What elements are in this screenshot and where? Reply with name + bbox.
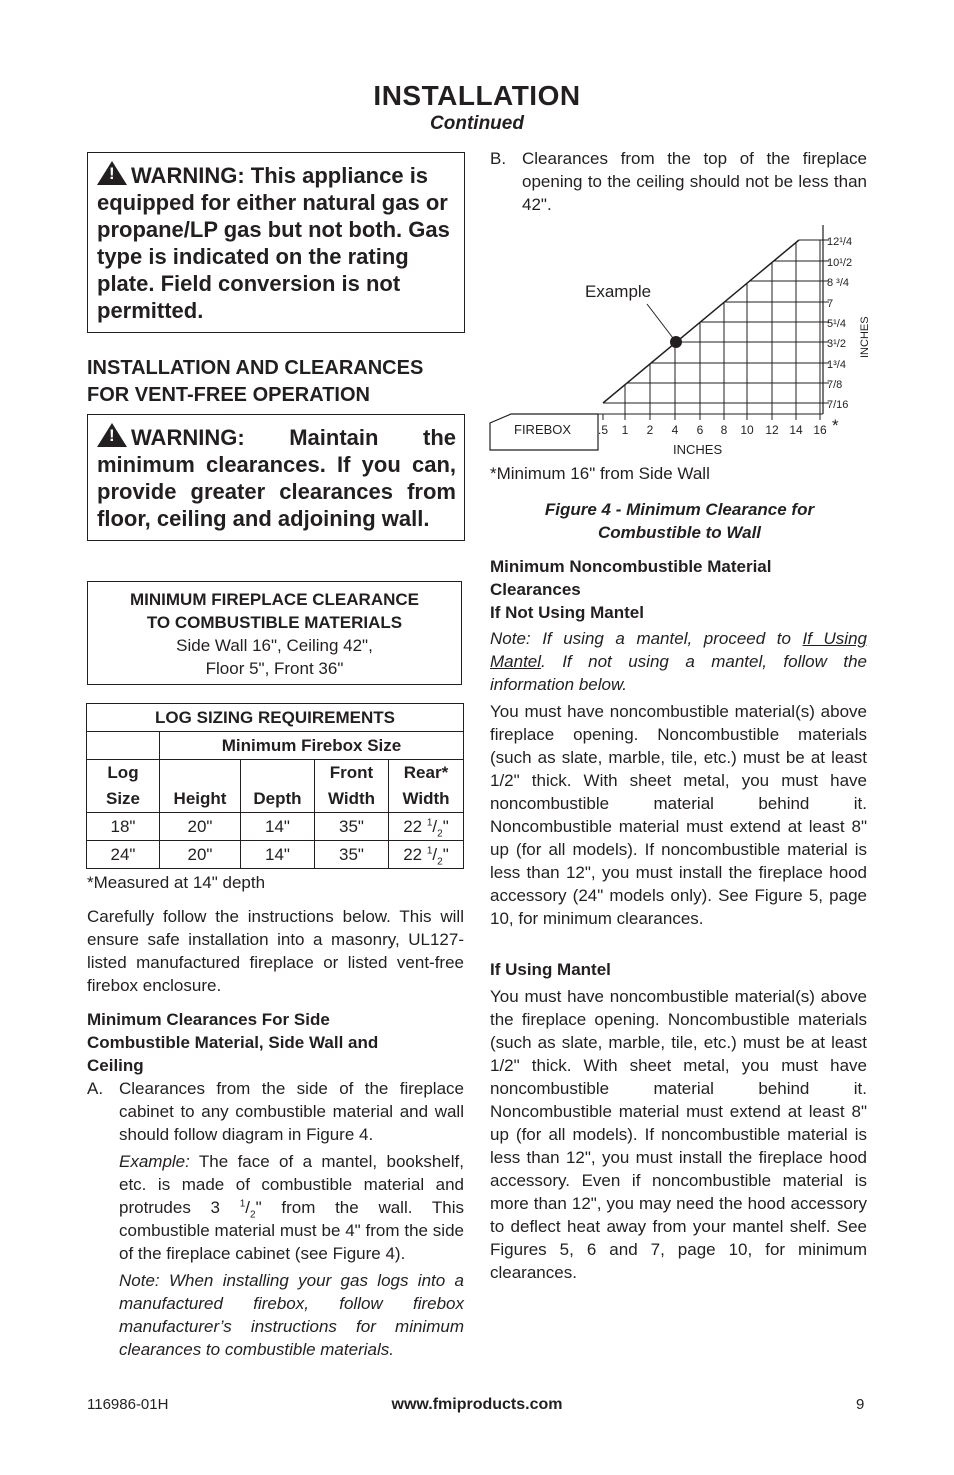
example-text-1: The face of a mantel, bookshelf, etc. is made of combustible material and protrudes 3 — [119, 1152, 464, 1217]
clearance-title-line2: TO COMBUSTIBLE MATERIALS — [146, 613, 403, 632]
item-b-text: Clearances from the top of the fireplace opening to the ceiling should not be less than 42". — [522, 149, 867, 214]
x-tick-label: 10 — [740, 423, 754, 437]
subheading-side-clearances: Minimum Clearances For Side Combustible Material, Side Wall and Ceiling — [87, 1010, 379, 1075]
warning-box-gas-type — [87, 152, 465, 333]
table-cell: 14" — [241, 841, 315, 869]
y-tick-label: 10¹/2 — [827, 257, 853, 269]
clearance-title-line1: MINIMUM FIREPLACE CLEARANCE — [130, 590, 419, 609]
example-point — [670, 336, 682, 348]
table-header: Width — [315, 785, 389, 813]
table-cell: 20" — [160, 813, 241, 841]
website-link[interactable]: www.fmiproducts.com — [391, 1396, 563, 1413]
warning-icon — [97, 161, 127, 185]
firebox-label: FIREBOX — [514, 422, 572, 437]
item-b-label: B. — [490, 149, 507, 168]
example-paragraph: Example: The face of a mantel, bookshelf, etc. is made of combustible material and protrudes 3 $^1/_2$" from the wall. This combustible material must be 4" from the side of the fireplace cabinet (see Figure 4). — [119, 1152, 464, 1263]
y-tick-label: 12¹/4 — [827, 236, 853, 248]
x-tick-label: .5 — [597, 423, 609, 437]
example-label: Example — [585, 282, 652, 301]
table-header: Depth — [241, 785, 315, 813]
subheading-not-using-mantel: If Not Using Mantel — [490, 603, 644, 622]
clearance-values-line2: Floor 5", Front 36" — [205, 659, 344, 678]
x-tick-label: 2 — [646, 423, 654, 437]
page-subtitle: Continued — [430, 113, 524, 134]
figure-caption-line1: Figure 4 - Minimum Clearance for — [544, 500, 815, 519]
example-label: Example: — [119, 1152, 190, 1171]
y-axis-label: INCHES — [859, 316, 871, 358]
x-tick-label: 1 — [621, 423, 629, 437]
table-header: Width — [389, 785, 464, 813]
intro-paragraph: Carefully follow the instructions below. This will ensure safe installation into a masonry, UL127-listed manufactured fireplace or listed vent-free firebox enclosure. — [87, 907, 464, 995]
if-using-mantel-link[interactable]: If Using Mantel — [490, 629, 867, 671]
table-row — [87, 813, 464, 841]
table-cell: 14" — [241, 813, 315, 841]
table-title: LOG SIZING REQUIREMENTS — [87, 704, 464, 732]
y-tick-label: 1³/4 — [827, 359, 846, 371]
table-cell: 22 $^1/_2$" — [389, 841, 464, 869]
table-header: Size — [87, 785, 160, 813]
y-tick-label: 7 — [827, 298, 834, 310]
figure-note: *Minimum 16" from Side Wall — [490, 464, 710, 483]
y-tick-label: 7/16 — [827, 399, 849, 411]
page-title: INSTALLATION — [373, 80, 581, 111]
warning-box-clearances — [87, 414, 465, 541]
table-cell: 18" — [87, 813, 160, 841]
x-tick-label: 12 — [765, 423, 779, 437]
x-tick-label: 16 — [813, 423, 827, 437]
x-tick-label: 6 — [696, 423, 704, 437]
figure-caption-line2: Combustible to Wall — [597, 523, 762, 542]
x-axis-label: INCHES — [673, 442, 723, 457]
clearance-values-line1: Side Wall 16", Ceiling 42", — [176, 636, 373, 655]
table-header: Log — [87, 760, 160, 786]
mantel-note-a: Note: If using a mantel, proceed to — [490, 629, 803, 648]
table-group-header: Minimum Firebox Size — [160, 732, 464, 760]
paragraph-not-using-mantel: You must have noncombustible material(s) above fireplace opening. Noncombustible materials (such as slate, marble, tile, etc.) must be at least 1/2" thick. With sheet metal, you must have noncombustible material behind it. Noncombustible material must extend at least 8" up (for all models). If noncombustible material is less than 12", you must install the fireplace hood accessory (24" models only). See Figure 5, page 10, for minimum clearances. — [490, 702, 867, 928]
mantel-note — [490, 627, 867, 696]
warning-text: WARNING: This appliance is equipped for either natural gas or propane/LP gas but not both. Gas type is indicated on the rating plate. Field conversion is not permitted. — [97, 163, 450, 323]
y-tick-label: 3¹/2 — [827, 338, 846, 350]
warning-text: WARNING: Maintain the minimum clearances. If you can, provide greater clearances from floor, ceiling and adjoining wall. — [97, 425, 456, 531]
table-cell: 22 $^1/_2$" — [389, 813, 464, 841]
example-text-2: " from the wall. This combustible material must be 4" from the side of the fireplace cabinet (see Figure 4). — [119, 1198, 464, 1263]
subheading-noncombustible: Minimum Noncombustible Material Clearances — [490, 557, 772, 599]
section-heading: INSTALLATION AND CLEARANCES FOR VENT-FREE OPERATION — [87, 357, 424, 406]
document-number: 116986-01H — [87, 1396, 169, 1413]
y-tick-label: 5¹/4 — [827, 318, 846, 330]
table-header — [160, 760, 241, 786]
x-star-marker: * — [832, 416, 839, 435]
table-cell: 24" — [87, 841, 160, 869]
diagram-grid — [598, 225, 829, 420]
clearance-box — [87, 581, 462, 685]
subheading-using-mantel: If Using Mantel — [490, 960, 611, 979]
example-leader-line — [647, 304, 676, 342]
table-header — [241, 760, 315, 786]
item-a-text: Clearances from the side of the fireplace cabinet to any combustible material and wall should follow diagram in Figure 4. — [119, 1079, 464, 1144]
y-tick-label: 7/8 — [827, 379, 843, 391]
x-tick-label: 8 — [720, 423, 728, 437]
table-footnote: *Measured at 14" depth — [87, 873, 266, 892]
firebox-note: Note: When installing your gas logs into a manufactured firebox, follow firebox manufacturer’s instructions for minimum clearances to combustible materials. — [119, 1271, 464, 1359]
table-cell: 35" — [315, 813, 389, 841]
log-sizing-table — [86, 703, 464, 869]
page-number: 9 — [856, 1396, 865, 1413]
table-cell: 35" — [315, 841, 389, 869]
table-cell: 20" — [160, 841, 241, 869]
x-tick-label: 14 — [789, 423, 803, 437]
table-header: Front — [315, 760, 389, 786]
x-tick-label: 4 — [671, 423, 679, 437]
paragraph-using-mantel: You must have noncombustible material(s) above the fireplace opening. Noncombustible materials (such as slate, marble, tile, etc.) must be at least 1/2" thick. With sheet metal, you must have noncombustible material behind it. Noncombustible material must extend at least 8" up (for all models). If noncombustible material is less than 12", you must install the fireplace hood accessory. Even if noncombustible material is more than 12", you may need the hood accessory to deflect heat away from your mantel shelf. See Figures 5, 6 and 7, page 10, for minimum clearances. — [490, 987, 867, 1282]
figure-4-clearance-diagram — [487, 218, 872, 463]
mantel-note-b: . If not using a mantel, follow the information below. — [490, 652, 867, 694]
y-tick-label: 8 ³/4 — [827, 277, 850, 289]
item-a-label: A. — [87, 1079, 104, 1098]
table-header: Rear* — [389, 760, 464, 786]
table-row — [87, 841, 464, 869]
warning-icon — [97, 423, 127, 447]
table-header: Height — [160, 785, 241, 813]
